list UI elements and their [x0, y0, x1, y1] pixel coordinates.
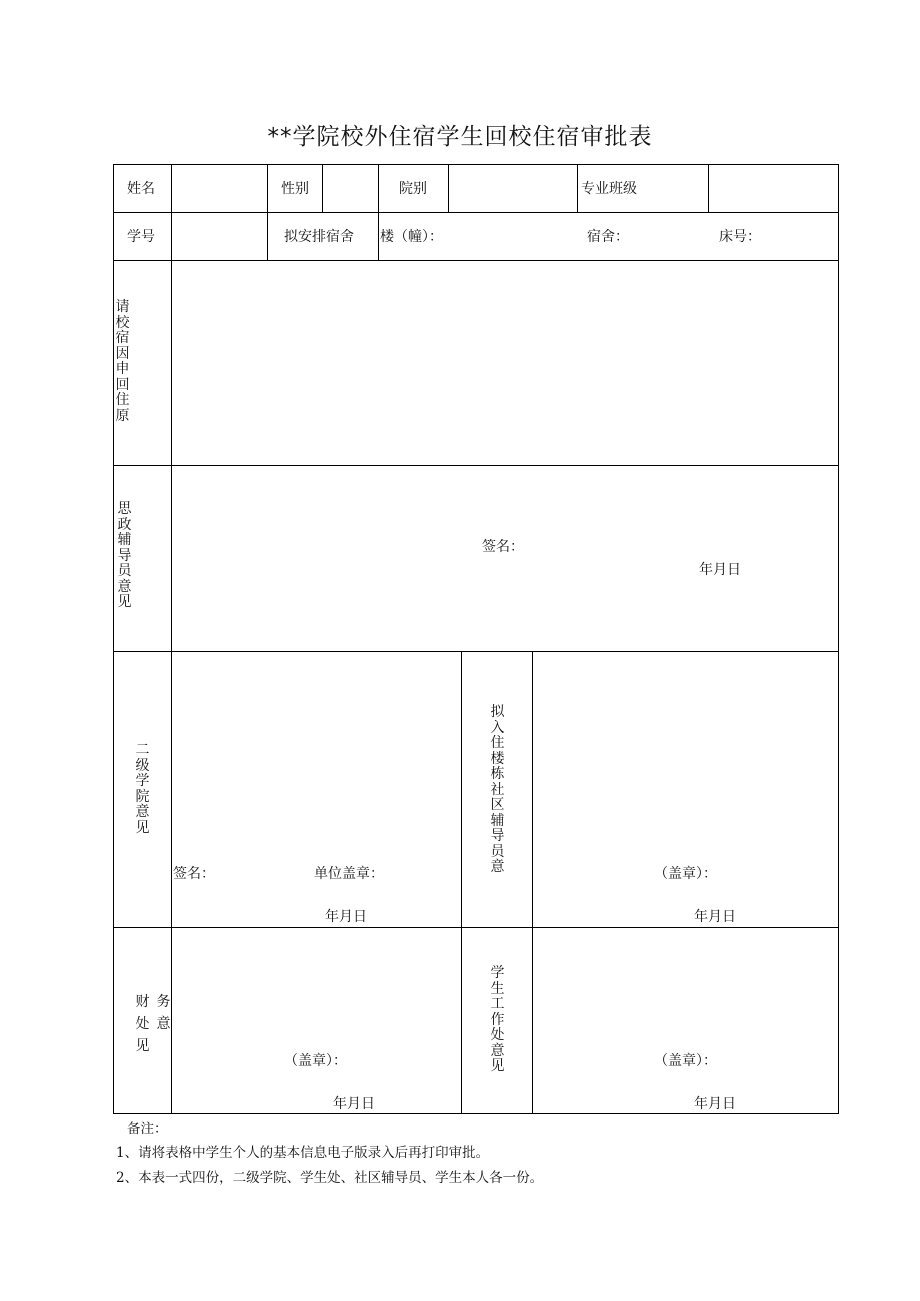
- col-divider: [577, 164, 578, 213]
- college-seal-label: 单位盖章：: [314, 866, 384, 882]
- planned-dorm-label: 拟安排宿舍: [284, 229, 354, 245]
- table-border-left: [113, 164, 114, 1114]
- finance-label-col2: 务意: [156, 994, 171, 1032]
- row-divider: [113, 465, 839, 466]
- finance-label-col1: 财处见: [135, 994, 150, 1054]
- college-opinion-label: 二级学院意见: [135, 742, 150, 836]
- student-affairs-seal-label: （盖章）：: [654, 1053, 717, 1069]
- note-item-2: 2、本表一式四份，二级学院、学生处、社区辅导员、学生本人各一份。: [116, 1170, 544, 1186]
- row-divider: [113, 260, 839, 261]
- major-class-label: 专业班级: [581, 181, 637, 197]
- col-divider: [448, 164, 449, 213]
- community-counselor-label: 拟入住楼栋社区辅导员意: [490, 704, 505, 875]
- reason-label: 请校宿因申回住原: [115, 299, 130, 424]
- counselor-date-label: 年月日: [699, 562, 741, 578]
- col-divider: [532, 651, 533, 1114]
- label-column-divider: [171, 164, 172, 1114]
- row-divider: [113, 927, 839, 928]
- col-divider: [708, 164, 709, 213]
- building-label: 楼（幢）：: [380, 229, 443, 245]
- community-seal-label: （盖章）：: [654, 866, 717, 882]
- table-border-right: [838, 164, 839, 1114]
- table-border-bottom: [113, 1113, 839, 1114]
- college-label: 院别: [399, 181, 427, 197]
- counselor-signature-label: 签名：: [482, 539, 524, 555]
- college-signature-label: 签名：: [173, 866, 215, 882]
- room-label: 宿舍：: [587, 229, 629, 245]
- form-title: **学院校外住宿学生回校住宿审批表: [267, 124, 653, 150]
- row-divider: [113, 212, 839, 213]
- name-label: 姓名: [127, 181, 155, 197]
- student-id-label: 学号: [127, 229, 155, 245]
- row-divider: [113, 651, 839, 652]
- counselor-label: 思政辅导员意见: [117, 501, 132, 610]
- col-divider: [267, 164, 268, 261]
- note-item-1: 1、请将表格中学生个人的基本信息电子版录入后再打印审批。: [116, 1145, 490, 1161]
- col-divider: [322, 164, 323, 213]
- student-affairs-date-label: 年月日: [694, 1096, 736, 1112]
- col-divider: [378, 164, 379, 261]
- notes-heading: 备注：: [127, 1121, 168, 1137]
- table-border-top: [113, 164, 839, 165]
- gender-label: 性别: [281, 181, 309, 197]
- student-affairs-label: 学生工作处意见: [490, 965, 505, 1074]
- community-date-label: 年月日: [694, 909, 736, 925]
- col-divider: [461, 651, 462, 1114]
- finance-seal-label: （盖章）：: [284, 1053, 347, 1069]
- finance-date-label: 年月日: [333, 1096, 375, 1112]
- college-date-label: 年月日: [325, 909, 367, 925]
- bed-label: 床号：: [719, 229, 761, 245]
